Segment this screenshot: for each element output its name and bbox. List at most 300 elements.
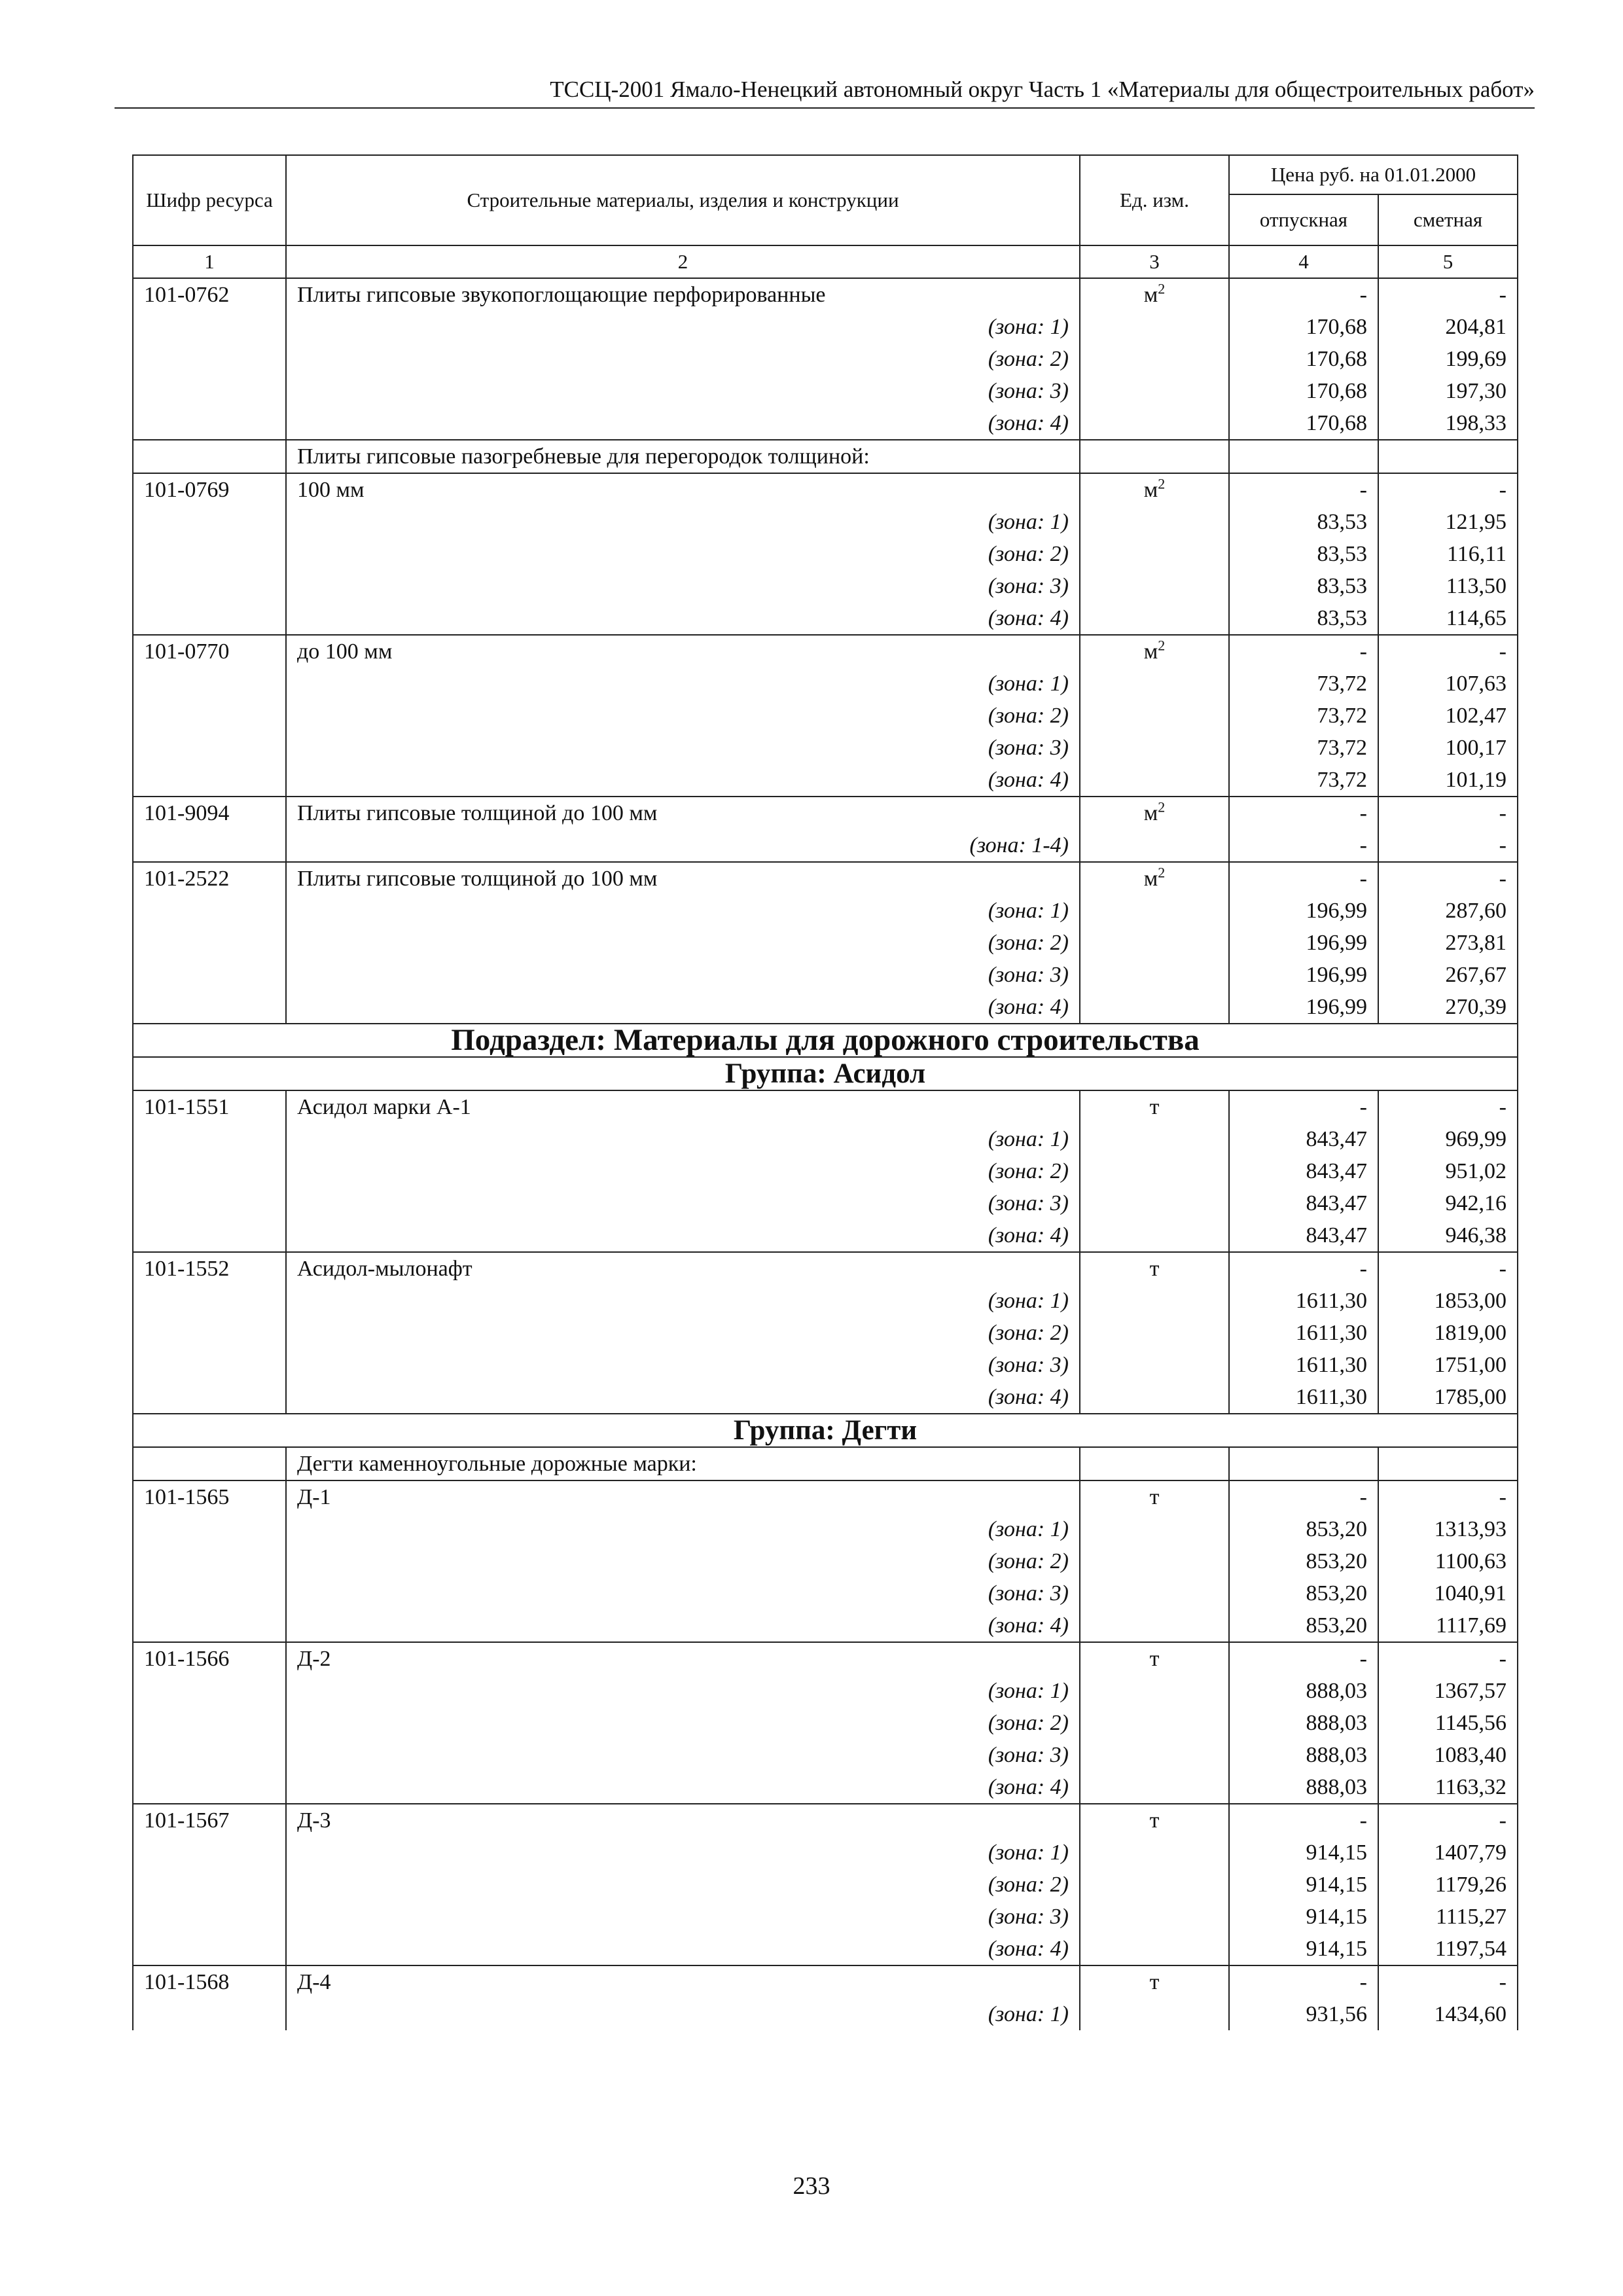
col-header-price-estimate: сметная: [1378, 194, 1518, 245]
table-header: [133, 155, 1518, 278]
zone-row: [133, 1545, 1518, 1577]
price-estimate: -: [1378, 278, 1518, 311]
price-estimate: 1100,63: [1378, 1545, 1518, 1577]
price-estimate: 107,63: [1378, 668, 1518, 700]
zone-row: [133, 1577, 1518, 1609]
resource-code-empty: [133, 506, 286, 538]
zone-label: (зона: 4): [286, 1933, 1080, 1965]
section-row: [133, 1024, 1518, 1057]
resource-code-empty: [133, 311, 286, 343]
price-estimate: -: [1378, 862, 1518, 895]
resource-code: 101-1567: [133, 1804, 286, 1837]
unit-exponent: 2: [1158, 475, 1166, 492]
price-estimate: 1313,93: [1378, 1513, 1518, 1545]
resource-code: 101-2522: [133, 862, 286, 895]
price-estimate: -: [1378, 1090, 1518, 1123]
unit-empty: [1080, 764, 1229, 797]
resource-code-empty: [133, 1577, 286, 1609]
unit-empty: [1080, 668, 1229, 700]
resource-code: 101-1565: [133, 1480, 286, 1513]
price-estimate: 1751,00: [1378, 1349, 1518, 1381]
resource-code-empty: [133, 668, 286, 700]
price-release: 170,68: [1229, 311, 1378, 343]
price-estimate: 1853,00: [1378, 1285, 1518, 1317]
price-estimate: 1434,60: [1378, 1998, 1518, 2030]
zone-row: [133, 1869, 1518, 1901]
price-release: 843,47: [1229, 1219, 1378, 1252]
price-estimate: 287,60: [1378, 895, 1518, 927]
zone-label: (зона: 2): [286, 538, 1080, 570]
resource-code-empty: [133, 1869, 286, 1901]
resource-code-empty: [133, 1187, 286, 1219]
unit-exponent: 2: [1158, 637, 1166, 654]
zone-row: [133, 602, 1518, 635]
resource-code-empty: [133, 1123, 286, 1155]
unit-empty: [1080, 1447, 1229, 1480]
zone-label: (зона: 4): [286, 991, 1080, 1024]
unit-empty: [1080, 1187, 1229, 1219]
resource-code: 101-0770: [133, 635, 286, 668]
item-row: [133, 278, 1518, 311]
price-release: -: [1229, 1252, 1378, 1285]
unit-empty: [1080, 440, 1229, 473]
resource-code-empty: [133, 1513, 286, 1545]
unit-empty: [1080, 927, 1229, 959]
price-release: 170,68: [1229, 407, 1378, 440]
zone-row: [133, 407, 1518, 440]
zone-label: (зона: 4): [286, 1609, 1080, 1642]
price-release: 170,68: [1229, 375, 1378, 407]
col-header-price-group: Цена руб. на 01.01.2000: [1229, 155, 1518, 194]
unit-empty: [1080, 1998, 1229, 2030]
price-estimate: -: [1378, 473, 1518, 506]
resource-code: 101-1552: [133, 1252, 286, 1285]
resource-code: 101-0769: [133, 473, 286, 506]
item-row: [133, 1090, 1518, 1123]
price-estimate: 116,11: [1378, 538, 1518, 570]
unit-empty: [1080, 1219, 1229, 1252]
unit-value: м: [1143, 801, 1158, 825]
zone-row: [133, 1739, 1518, 1771]
price-release: 853,20: [1229, 1609, 1378, 1642]
zone-label: (зона: 4): [286, 764, 1080, 797]
group-title: Группа: Дегти: [133, 1414, 1518, 1447]
zone-row: [133, 1285, 1518, 1317]
unit-value: т: [1149, 1257, 1160, 1281]
price-estimate: 1163,32: [1378, 1771, 1518, 1804]
resource-code-empty: [133, 895, 286, 927]
price-estimate: 267,67: [1378, 959, 1518, 991]
price-estimate: 942,16: [1378, 1187, 1518, 1219]
item-row: [133, 473, 1518, 506]
resource-code-empty: [133, 700, 286, 732]
resource-code-empty: [133, 1447, 286, 1480]
zone-label: (зона: 2): [286, 1545, 1080, 1577]
price-release: 83,53: [1229, 538, 1378, 570]
resource-code-empty: [133, 829, 286, 862]
unit-empty: [1080, 1675, 1229, 1707]
zone-label: (зона: 3): [286, 959, 1080, 991]
zone-label: (зона: 3): [286, 1187, 1080, 1219]
resource-code: 101-1566: [133, 1642, 286, 1675]
subheading-row: [133, 440, 1518, 473]
price-release: 170,68: [1229, 343, 1378, 375]
unit-empty: [1080, 1739, 1229, 1771]
price-estimate: 114,65: [1378, 602, 1518, 635]
price-release: -: [1229, 829, 1378, 862]
resource-code-empty: [133, 764, 286, 797]
price-estimate: -: [1378, 1965, 1518, 1998]
price-estimate: -: [1378, 797, 1518, 829]
unit-empty: [1080, 343, 1229, 375]
zone-label: (зона: 3): [286, 1577, 1080, 1609]
price-release: 83,53: [1229, 506, 1378, 538]
price-release: 914,15: [1229, 1901, 1378, 1933]
price-release: 1611,30: [1229, 1349, 1378, 1381]
item-row: [133, 797, 1518, 829]
zone-row: [133, 1998, 1518, 2030]
zone-label: (зона: 1): [286, 668, 1080, 700]
price-release: -: [1229, 1642, 1378, 1675]
unit-empty: [1080, 1285, 1229, 1317]
group-row: [133, 1414, 1518, 1447]
zone-row: [133, 1381, 1518, 1414]
price-release: 73,72: [1229, 764, 1378, 797]
unit-empty: [1080, 1513, 1229, 1545]
group-row: [133, 1057, 1518, 1090]
zone-row: [133, 538, 1518, 570]
subheading-text: Дегти каменноугольные дорожные марки:: [286, 1447, 1080, 1480]
resource-code-empty: [133, 407, 286, 440]
unit-empty: [1080, 1381, 1229, 1414]
price-estimate: 273,81: [1378, 927, 1518, 959]
unit-empty: [1080, 1707, 1229, 1739]
resource-code: 101-0762: [133, 278, 286, 311]
unit-empty: [1080, 538, 1229, 570]
zone-row: [133, 1901, 1518, 1933]
unit-empty: [1080, 895, 1229, 927]
price-release: 888,03: [1229, 1739, 1378, 1771]
unit-empty: [1080, 959, 1229, 991]
unit-cell: [1080, 1965, 1229, 1998]
price-estimate: 102,47: [1378, 700, 1518, 732]
price-estimate: -: [1378, 635, 1518, 668]
resource-code-empty: [133, 375, 286, 407]
col-number-5: 5: [1378, 245, 1518, 278]
price-estimate: -: [1378, 1480, 1518, 1513]
price-release: 853,20: [1229, 1513, 1378, 1545]
header-rule: [115, 107, 1535, 109]
resource-code-empty: [133, 1285, 286, 1317]
zone-label: (зона: 3): [286, 1739, 1080, 1771]
zone-label: (зона: 3): [286, 732, 1080, 764]
unit-empty: [1080, 1771, 1229, 1804]
price-estimate: 197,30: [1378, 375, 1518, 407]
price-estimate: -: [1378, 829, 1518, 862]
zone-row: [133, 895, 1518, 927]
resource-code-empty: [133, 1381, 286, 1414]
price-estimate: 270,39: [1378, 991, 1518, 1024]
price-estimate: -: [1378, 1642, 1518, 1675]
unit-empty: [1080, 732, 1229, 764]
zone-label: (зона: 1): [286, 1837, 1080, 1869]
zone-row: [133, 1837, 1518, 1869]
resource-code-empty: [133, 1609, 286, 1642]
zone-row: [133, 1609, 1518, 1642]
zone-row: [133, 1933, 1518, 1965]
material-name: Плиты гипсовые толщиной до 100 мм: [286, 862, 1080, 895]
zone-row: [133, 1513, 1518, 1545]
item-row: [133, 1252, 1518, 1285]
unit-empty: [1080, 1837, 1229, 1869]
col-header-code: Шифр ресурса: [133, 155, 286, 245]
price-release: 73,72: [1229, 668, 1378, 700]
resource-code: 101-1568: [133, 1965, 286, 1998]
zone-label: (зона: 4): [286, 1771, 1080, 1804]
unit-empty: [1080, 1609, 1229, 1642]
price-release: -: [1229, 1804, 1378, 1837]
price-estimate: 1367,57: [1378, 1675, 1518, 1707]
resource-code-empty: [133, 440, 286, 473]
material-name: до 100 мм: [286, 635, 1080, 668]
price-estimate: 100,17: [1378, 732, 1518, 764]
zone-label: (зона: 3): [286, 1901, 1080, 1933]
unit-empty: [1080, 1577, 1229, 1609]
unit-empty: [1080, 991, 1229, 1024]
unit-value: т: [1149, 1647, 1160, 1671]
unit-empty: [1080, 1545, 1229, 1577]
unit-cell: [1080, 862, 1229, 895]
page-number: 233: [793, 2172, 830, 2200]
price-release: 1611,30: [1229, 1381, 1378, 1414]
price-estimate: 1117,69: [1378, 1609, 1518, 1642]
price-release: -: [1229, 1090, 1378, 1123]
zone-row: [133, 959, 1518, 991]
resource-code-empty: [133, 1933, 286, 1965]
section-title: Подраздел: Материалы для дорожного строительства: [133, 1024, 1518, 1057]
zone-label: (зона: 1): [286, 1285, 1080, 1317]
zone-label: (зона: 1): [286, 311, 1080, 343]
price-estimate: -: [1378, 1252, 1518, 1285]
price-release: 73,72: [1229, 732, 1378, 764]
zone-label: (зона: 2): [286, 1707, 1080, 1739]
resource-code-empty: [133, 732, 286, 764]
price-estimate: 1407,79: [1378, 1837, 1518, 1869]
price-release: 83,53: [1229, 602, 1378, 635]
price-release: 888,03: [1229, 1675, 1378, 1707]
unit-exponent: 2: [1158, 280, 1166, 297]
unit-empty: [1080, 1869, 1229, 1901]
unit-value: т: [1149, 1970, 1160, 1994]
resource-code-empty: [133, 1707, 286, 1739]
zone-row: [133, 732, 1518, 764]
unit-cell: [1080, 797, 1229, 829]
col-number-4: 4: [1229, 245, 1378, 278]
zone-row: [133, 570, 1518, 602]
price-release: 888,03: [1229, 1707, 1378, 1739]
material-name: 100 мм: [286, 473, 1080, 506]
col-header-price-release: отпускная: [1229, 194, 1378, 245]
resource-code-empty: [133, 1901, 286, 1933]
price-empty: [1229, 440, 1378, 473]
col-number-3: 3: [1080, 245, 1229, 278]
price-release: -: [1229, 797, 1378, 829]
price-table: [132, 154, 1518, 2030]
col-number-1: 1: [133, 245, 286, 278]
price-release: 196,99: [1229, 991, 1378, 1024]
price-estimate: 198,33: [1378, 407, 1518, 440]
resource-code-empty: [133, 1349, 286, 1381]
unit-cell: [1080, 1480, 1229, 1513]
price-estimate: 1785,00: [1378, 1381, 1518, 1414]
zone-label: (зона: 3): [286, 570, 1080, 602]
zone-row: [133, 1771, 1518, 1804]
price-release: -: [1229, 1480, 1378, 1513]
price-release: 196,99: [1229, 959, 1378, 991]
zone-label: (зона: 3): [286, 1349, 1080, 1381]
resource-code-empty: [133, 570, 286, 602]
price-release: 83,53: [1229, 570, 1378, 602]
unit-empty: [1080, 506, 1229, 538]
unit-empty: [1080, 1933, 1229, 1965]
unit-empty: [1080, 375, 1229, 407]
price-estimate: 1083,40: [1378, 1739, 1518, 1771]
resource-code-empty: [133, 602, 286, 635]
zone-row: [133, 375, 1518, 407]
price-estimate: 204,81: [1378, 311, 1518, 343]
unit-cell: [1080, 1252, 1229, 1285]
resource-code-empty: [133, 343, 286, 375]
zone-row: [133, 1219, 1518, 1252]
price-estimate: -: [1378, 1804, 1518, 1837]
unit-value: м: [1143, 867, 1158, 891]
unit-value: м: [1143, 283, 1158, 307]
price-release: -: [1229, 473, 1378, 506]
resource-code: 101-9094: [133, 797, 286, 829]
price-release: -: [1229, 278, 1378, 311]
price-estimate: 1040,91: [1378, 1577, 1518, 1609]
zone-row: [133, 1675, 1518, 1707]
zone-label: (зона: 1): [286, 1123, 1080, 1155]
table-body: [133, 278, 1518, 2030]
unit-exponent: 2: [1158, 864, 1166, 881]
unit-empty: [1080, 1349, 1229, 1381]
zone-label: (зона: 2): [286, 343, 1080, 375]
running-header: ТССЦ-2001 Ямало-Ненецкий автономный округ Часть 1 «Материалы для общестроительных работ»: [550, 77, 1535, 102]
zone-label: (зона: 2): [286, 927, 1080, 959]
price-estimate: 101,19: [1378, 764, 1518, 797]
unit-empty: [1080, 570, 1229, 602]
zone-label: (зона: 1-4): [286, 829, 1080, 862]
zone-row: [133, 1349, 1518, 1381]
price-estimate: 1145,56: [1378, 1707, 1518, 1739]
price-release: 914,15: [1229, 1869, 1378, 1901]
resource-code-empty: [133, 1739, 286, 1771]
unit-empty: [1080, 602, 1229, 635]
resource-code-empty: [133, 1771, 286, 1804]
material-name: Асидол-мылонафт: [286, 1252, 1080, 1285]
price-estimate: 113,50: [1378, 570, 1518, 602]
zone-row: [133, 1155, 1518, 1187]
price-release: 853,20: [1229, 1545, 1378, 1577]
price-estimate: 1179,26: [1378, 1869, 1518, 1901]
unit-cell: [1080, 1090, 1229, 1123]
resource-code-empty: [133, 1155, 286, 1187]
material-name: Д-4: [286, 1965, 1080, 1998]
unit-value: т: [1149, 1485, 1160, 1509]
unit-value: т: [1149, 1095, 1160, 1119]
price-estimate: 946,38: [1378, 1219, 1518, 1252]
price-release: 888,03: [1229, 1771, 1378, 1804]
resource-code-empty: [133, 1998, 286, 2030]
item-row: [133, 1480, 1518, 1513]
item-row: [133, 1804, 1518, 1837]
unit-empty: [1080, 829, 1229, 862]
unit-value: т: [1149, 1808, 1160, 1833]
resource-code: 101-1551: [133, 1090, 286, 1123]
price-release: 914,15: [1229, 1933, 1378, 1965]
resource-code-empty: [133, 1837, 286, 1869]
unit-value: м: [1143, 478, 1158, 502]
zone-label: (зона: 2): [286, 1869, 1080, 1901]
price-release: 931,56: [1229, 1998, 1378, 2030]
subheading-row: [133, 1447, 1518, 1480]
zone-label: (зона: 2): [286, 1317, 1080, 1349]
material-name: Д-3: [286, 1804, 1080, 1837]
resource-code-empty: [133, 538, 286, 570]
price-estimate: 969,99: [1378, 1123, 1518, 1155]
material-name: Плиты гипсовые звукопоглощающие перфорированные: [286, 278, 1080, 311]
col-header-name: Строительные материалы, изделия и конструкции: [286, 155, 1080, 245]
unit-cell: [1080, 473, 1229, 506]
item-row: [133, 1642, 1518, 1675]
item-row: [133, 862, 1518, 895]
unit-empty: [1080, 700, 1229, 732]
price-release: 843,47: [1229, 1187, 1378, 1219]
price-empty: [1229, 1447, 1378, 1480]
unit-cell: [1080, 1804, 1229, 1837]
zone-label: (зона: 2): [286, 1155, 1080, 1187]
resource-code-empty: [133, 991, 286, 1024]
zone-row: [133, 668, 1518, 700]
price-estimate: 199,69: [1378, 343, 1518, 375]
price-estimate: 121,95: [1378, 506, 1518, 538]
zone-row: [133, 764, 1518, 797]
material-name: Плиты гипсовые толщиной до 100 мм: [286, 797, 1080, 829]
price-release: 914,15: [1229, 1837, 1378, 1869]
resource-code-empty: [133, 1219, 286, 1252]
price-release: 73,72: [1229, 700, 1378, 732]
zone-label: (зона: 4): [286, 602, 1080, 635]
unit-cell: [1080, 278, 1229, 311]
zone-label: (зона: 4): [286, 1381, 1080, 1414]
material-name: Д-1: [286, 1480, 1080, 1513]
price-release: 1611,30: [1229, 1317, 1378, 1349]
zone-row: [133, 991, 1518, 1024]
zone-row: [133, 1317, 1518, 1349]
price-estimate: 1115,27: [1378, 1901, 1518, 1933]
unit-empty: [1080, 311, 1229, 343]
price-release: 843,47: [1229, 1155, 1378, 1187]
zone-label: (зона: 1): [286, 506, 1080, 538]
zone-row: [133, 1187, 1518, 1219]
resource-code-empty: [133, 1317, 286, 1349]
resource-code-empty: [133, 1545, 286, 1577]
zone-label: (зона: 3): [286, 375, 1080, 407]
item-row: [133, 635, 1518, 668]
price-release: 196,99: [1229, 927, 1378, 959]
zone-label: (зона: 2): [286, 700, 1080, 732]
